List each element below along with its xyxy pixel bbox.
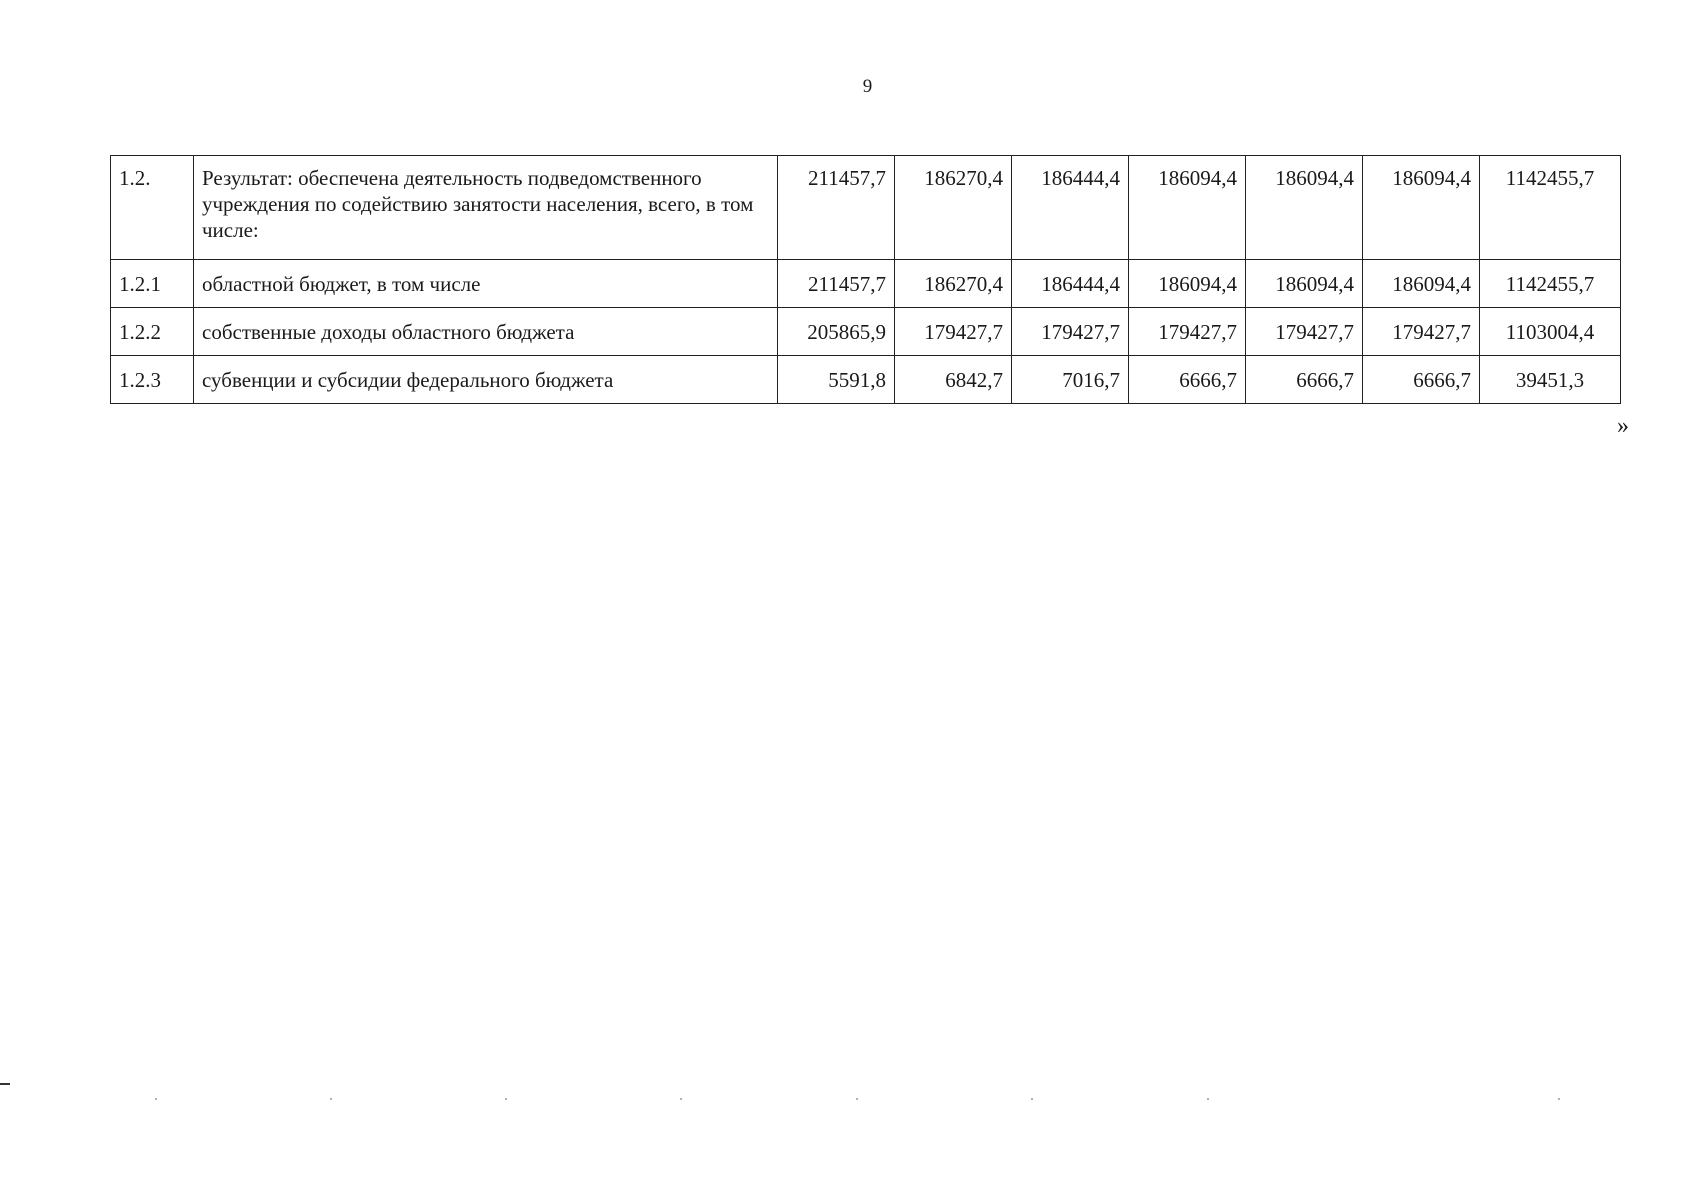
row-value: 186094,4 [1129, 156, 1246, 260]
row-value: 186270,4 [895, 260, 1012, 308]
row-name: областной бюджет, в том числе [194, 260, 778, 308]
row-value: 7016,7 [1012, 356, 1129, 404]
scan-artifact-dot [1558, 1098, 1560, 1100]
row-value: 179427,7 [1246, 308, 1363, 356]
row-total: 1103004,4 [1480, 308, 1621, 356]
row-value: 186094,4 [1129, 260, 1246, 308]
row-value: 186270,4 [895, 156, 1012, 260]
row-value: 179427,7 [1012, 308, 1129, 356]
row-value: 211457,7 [778, 156, 895, 260]
row-value: 6842,7 [895, 356, 1012, 404]
row-value: 186094,4 [1246, 156, 1363, 260]
row-name: собственные доходы областного бюджета [194, 308, 778, 356]
row-value: 211457,7 [778, 260, 895, 308]
row-code: 1.2. [111, 156, 194, 260]
closing-quote: » [1617, 413, 1629, 439]
scan-artifact-dot [1031, 1098, 1033, 1100]
row-value: 6666,7 [1129, 356, 1246, 404]
row-name: Результат: обеспечена деятельность подведомственного учреждения по содействию занятости населения, всего, в том числе: [194, 156, 778, 260]
scan-artifact-dot [856, 1098, 858, 1100]
scan-artifact-dot [505, 1098, 507, 1100]
row-value: 205865,9 [778, 308, 895, 356]
table-row [111, 156, 1621, 260]
row-code: 1.2.2 [111, 308, 194, 356]
table-row [111, 356, 1621, 404]
row-code: 1.2.3 [111, 356, 194, 404]
scan-artifact-dot [155, 1098, 157, 1100]
row-value: 179427,7 [1129, 308, 1246, 356]
scan-artifact-dot [1207, 1098, 1209, 1100]
row-value: 186444,4 [1012, 260, 1129, 308]
row-total: 1142455,7 [1480, 156, 1621, 260]
scan-artifact-dot [330, 1098, 332, 1100]
row-value: 186094,4 [1363, 260, 1480, 308]
scan-artifact-dot [680, 1098, 682, 1100]
row-total: 1142455,7 [1480, 260, 1621, 308]
row-value: 186094,4 [1246, 260, 1363, 308]
row-value: 186444,4 [1012, 156, 1129, 260]
page-number: 9 [862, 76, 873, 97]
row-value: 5591,8 [778, 356, 895, 404]
budget-table [110, 155, 1621, 404]
row-value: 186094,4 [1363, 156, 1480, 260]
table-row [111, 308, 1621, 356]
row-value: 179427,7 [1363, 308, 1480, 356]
row-code: 1.2.1 [111, 260, 194, 308]
row-total: 39451,3 [1480, 356, 1621, 404]
row-value: 6666,7 [1363, 356, 1480, 404]
table-row [111, 260, 1621, 308]
row-name: субвенции и субсидии федерального бюджета [194, 356, 778, 404]
row-value: 179427,7 [895, 308, 1012, 356]
row-value: 6666,7 [1246, 356, 1363, 404]
scan-artifact-mark [0, 1083, 10, 1085]
